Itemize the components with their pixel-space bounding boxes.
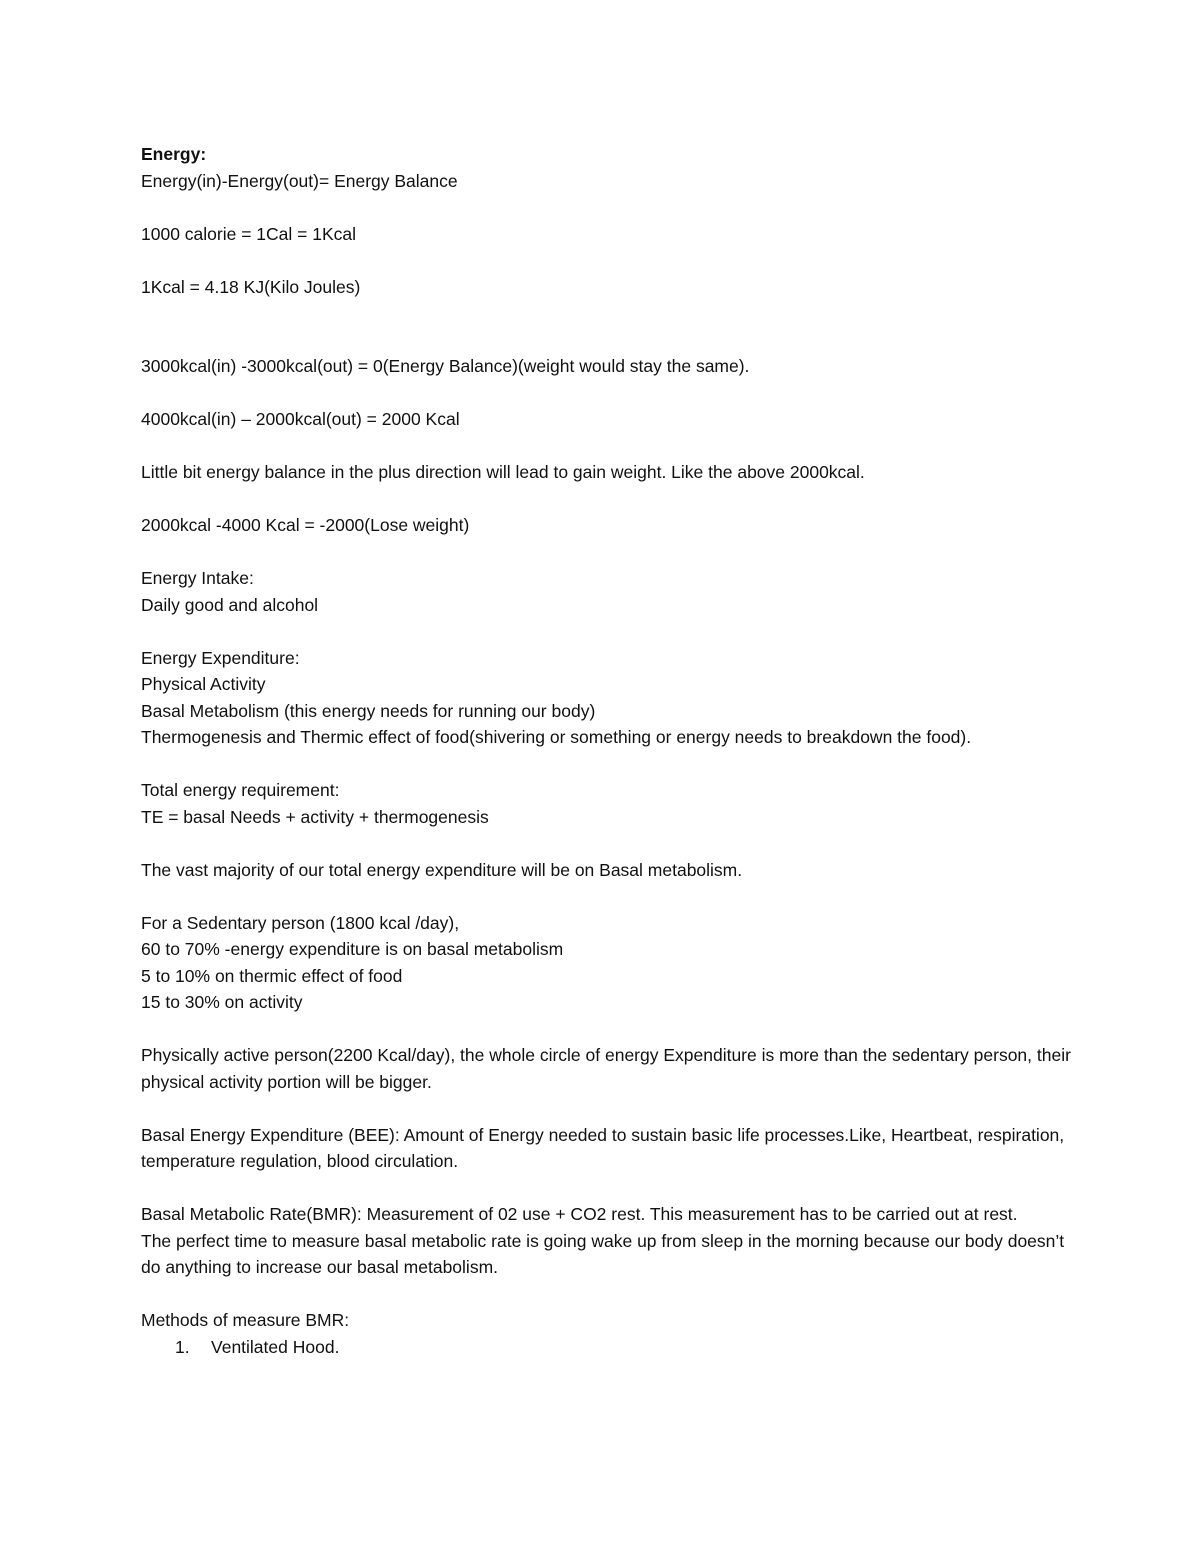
intake-text: Daily good and alcohol — [141, 594, 319, 615]
sedentary-line: 60 to 70% -energy expenditure is on basal metabolism — [141, 939, 564, 959]
example-balance: 3000kcal(in) -3000kcal(out) = 0(Energy Balance)(weight would stay the same). — [141, 356, 750, 376]
active-person-paragraph: Physically active person(2200 Kcal/day), the whole circle of energy Expenditure is more than the sedentary person, their physical activity portion will be bigger. — [141, 1045, 1071, 1092]
majority-note: The vast majority of our total energy expenditure will be on Basal metabolism. — [141, 859, 743, 880]
expenditure-item: Thermogenesis and Thermic effect of food(shivering or something or energy needs to breakdown the food). — [141, 727, 972, 747]
bmr-timing: The perfect time to measure basal metabolic rate is going wake up from sleep in the morning because our body doesn’t do anything to increase our basal metabolism. — [141, 1230, 1065, 1277]
bee-paragraph: Basal Energy Expenditure (BEE): Amount of Energy needed to sustain basic life processes.Like, Heartbeat, respiration, temperature regulation, blood circulation. — [141, 1124, 1065, 1171]
document-heading: Energy: — [141, 144, 207, 164]
list-item-number: 1. — [175, 1336, 190, 1357]
sedentary-line: 5 to 10% on thermic effect of food — [141, 965, 403, 986]
calorie-conversion: 1000 calorie = 1Cal = 1Kcal — [141, 223, 356, 244]
kj-conversion: 1Kcal = 4.18 KJ(Kilo Joules) — [141, 276, 361, 297]
energy-balance-formula: Energy(in)-Energy(out)= Energy Balance — [141, 170, 458, 191]
sedentary-line: 15 to 30% on activity — [141, 992, 303, 1012]
sedentary-title: For a Sedentary person (1800 kcal /day), — [141, 912, 460, 933]
expenditure-title: Energy Expenditure: — [141, 647, 300, 668]
bmr-definition: Basal Metabolic Rate(BMR): Measurement of 02 use + CO2 rest. This measurement has to be carried out at rest. — [141, 1204, 1018, 1224]
total-requirement-title: Total energy requirement: — [141, 780, 340, 800]
expenditure-item: Physical Activity — [141, 674, 266, 694]
total-requirement-formula: TE = basal Needs + activity + thermogenesis — [141, 806, 489, 827]
document-page — [141, 141, 1071, 1360]
example-gain: 4000kcal(in) – 2000kcal(out) = 2000 Kcal — [141, 409, 460, 429]
intake-title: Energy Intake: — [141, 568, 254, 588]
methods-list — [141, 1334, 1071, 1361]
list-item — [141, 1334, 1071, 1361]
example-loss: 2000kcal -4000 Kcal = -2000(Lose weight) — [141, 515, 470, 535]
expenditure-item: Basal Metabolism (this energy needs for running our body) — [141, 700, 596, 721]
list-item-text: Ventilated Hood. — [211, 1336, 340, 1357]
gain-note: Little bit energy balance in the plus direction will lead to gain weight. Like the above 2000kcal. — [141, 462, 865, 482]
methods-title: Methods of measure BMR: — [141, 1310, 350, 1330]
